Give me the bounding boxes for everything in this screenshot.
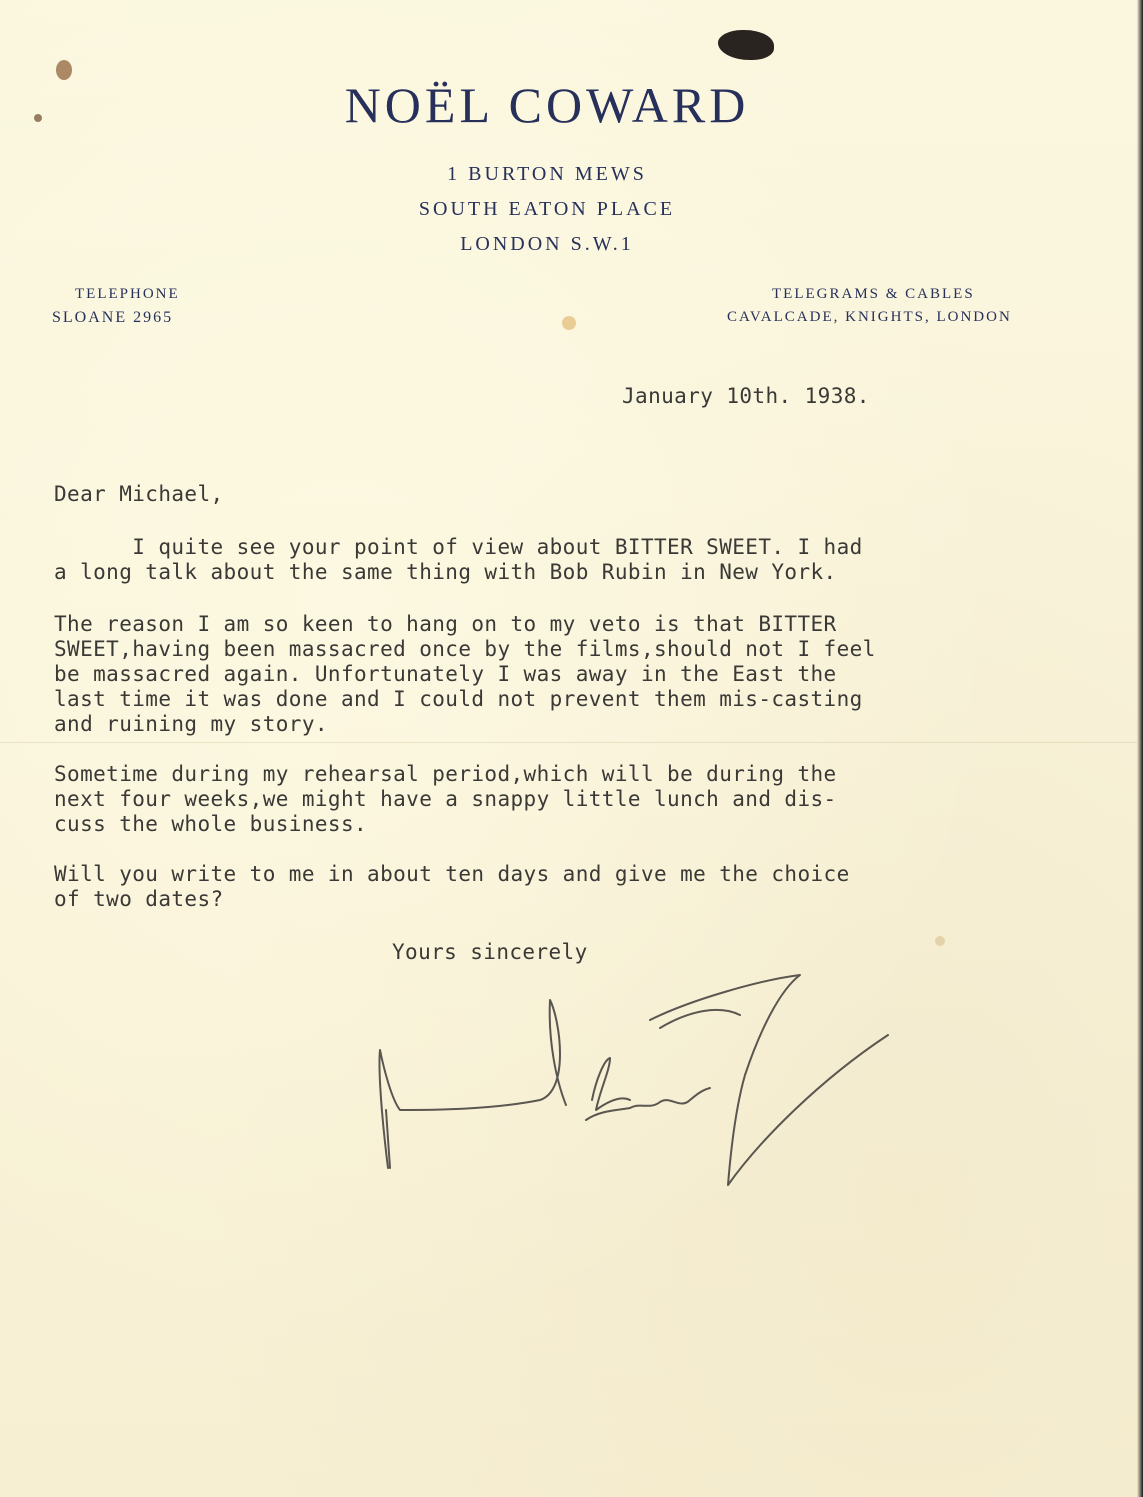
ink-blot xyxy=(718,30,774,60)
page-edge xyxy=(1137,0,1143,1497)
telephone-number: SLOANE 2965 xyxy=(52,309,174,326)
paragraph-line: next four weeks,we might have a snappy little lunch and dis- xyxy=(54,787,837,811)
paragraph-3 xyxy=(54,762,837,837)
paragraph-line: a long talk about the same thing with Bob Rubin in New York. xyxy=(54,560,837,584)
paragraph-line: SWEET,having been massacred once by the films,should not I feel xyxy=(54,637,876,661)
paragraph-line: of two dates? xyxy=(54,887,224,911)
letterhead-address-line-3: LONDON S.W.1 xyxy=(460,233,634,255)
paragraph-line: Will you write to me in about ten days and give me the choice xyxy=(54,862,850,886)
paragraph-line: and ruining my story. xyxy=(54,712,328,736)
paragraph-line: last time it was done and I could not prevent them mis-casting xyxy=(54,687,863,711)
fold-crease xyxy=(0,742,1143,743)
paragraph-line: cuss the whole business. xyxy=(54,812,368,836)
paragraph-2 xyxy=(54,612,876,737)
paragraph-line: I quite see your point of view about BITTER SWEET. I had xyxy=(54,535,863,559)
paragraph-line: be massacred again. Unfortunately I was away in the East the xyxy=(54,662,837,686)
paragraph-line: Sometime during my rehearsal period,which will be during the xyxy=(54,762,837,786)
spot-mark xyxy=(935,936,945,946)
telegrams-label: TELEGRAMS & CABLES xyxy=(772,286,975,302)
paragraph-4 xyxy=(54,862,850,912)
telephone-label: TELEPHONE xyxy=(75,286,180,302)
signature xyxy=(360,960,900,1190)
salutation: Dear Michael, xyxy=(54,482,224,506)
closing: Yours sincerely xyxy=(392,940,588,964)
letter-date: January 10th. 1938. xyxy=(622,384,870,408)
paragraph-1 xyxy=(54,535,863,585)
letterhead-name: NOËL COWARD xyxy=(344,77,750,133)
paragraph-line: The reason I am so keen to hang on to my veto is that BITTER xyxy=(54,612,837,636)
telegrams-address: CAVALCADE, KNIGHTS, LONDON xyxy=(727,309,1012,325)
letterhead-address-line-1: 1 BURTON MEWS xyxy=(447,163,647,185)
spot-mark xyxy=(562,316,576,330)
letterhead-address-line-2: SOUTH EATON PLACE xyxy=(418,198,676,220)
